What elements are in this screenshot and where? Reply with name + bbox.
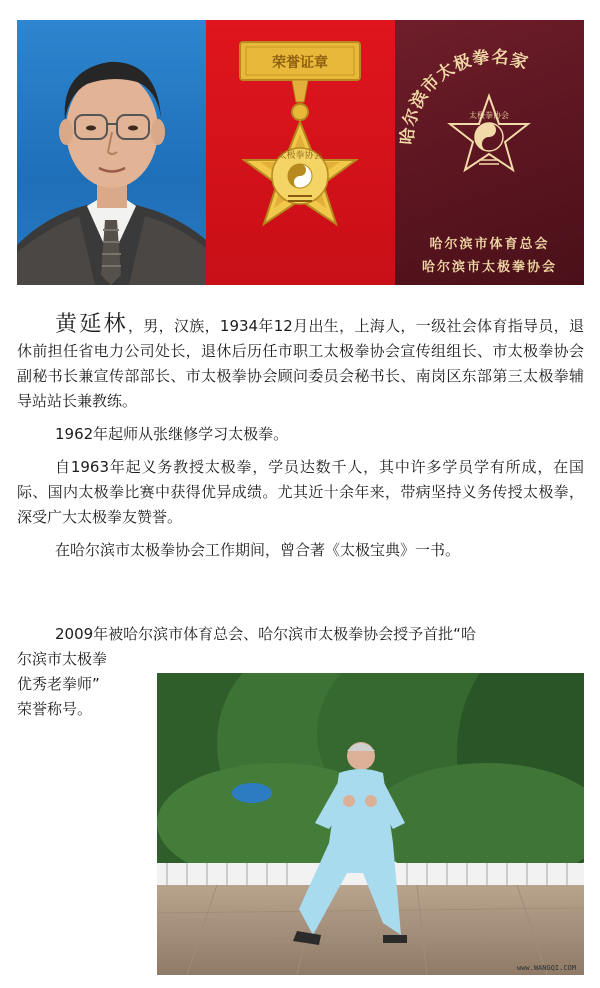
portrait-image	[17, 20, 206, 285]
honor-line-4: 荣誉称号。	[17, 700, 93, 718]
book-title: 哈尔滨市太极拳名家	[397, 47, 531, 146]
book-emblem-label: 太极拳协会	[469, 111, 509, 120]
book-org-line-2: 哈尔滨市太极拳协会	[421, 260, 557, 275]
portrait-panel	[17, 20, 206, 285]
book-org-line-1: 哈尔滨市体育总会	[429, 237, 550, 252]
honor-line-1: 2009年被哈尔滨市体育总会、哈尔滨市太极拳协会授予首批“哈	[55, 625, 476, 643]
taichi-practice-image	[157, 673, 584, 975]
paragraph-training: 1962年起师从张继修学习太极拳。	[55, 425, 289, 443]
paragraph-teaching: 自1963年起义务教授太极拳，学员达数千人，其中许多学员学有所成，在国际、国内太极拳比赛中获得优异成绩。尤其近十余年来，带病坚持义务传授太极拳，深受广大太极拳友赞誉。	[17, 458, 584, 526]
medal-ribbon-label: 荣誉证章	[272, 55, 328, 71]
book-cover-panel	[395, 20, 584, 285]
medal-image	[206, 20, 395, 285]
paragraph-intro	[17, 312, 584, 414]
honor-line-2: 尔滨市太极拳	[17, 650, 108, 668]
medal-emblem-label: 太极拳协会	[277, 151, 323, 161]
taichi-photo	[157, 673, 584, 975]
biography-text	[17, 312, 584, 563]
medal-panel	[206, 20, 395, 285]
header-banner	[17, 20, 584, 285]
honor-line-3: 优秀老拳师”	[17, 675, 100, 693]
photo-watermark: www.WANGQI.COM	[516, 964, 576, 972]
intro-text: ，男，汉族，1934年12月出生，上海人，一级社会体育指导员，退休前担任省电力公司处长，退休后历任市职工太极拳协会宣传组组长、市太极拳协会副秘书长兼宣传部部长、市太极拳协会顾问委员会秘书长、南岗区东部第三太极拳辅导站站长兼教练。	[17, 317, 584, 410]
paragraph-publication: 在哈尔滨市太极拳协会工作期间，曾合著《太极宝典》一书。	[55, 541, 461, 559]
person-name: 黄延林	[55, 312, 128, 337]
svg-text:哈尔滨市太极拳名家	[397, 46, 532, 145]
